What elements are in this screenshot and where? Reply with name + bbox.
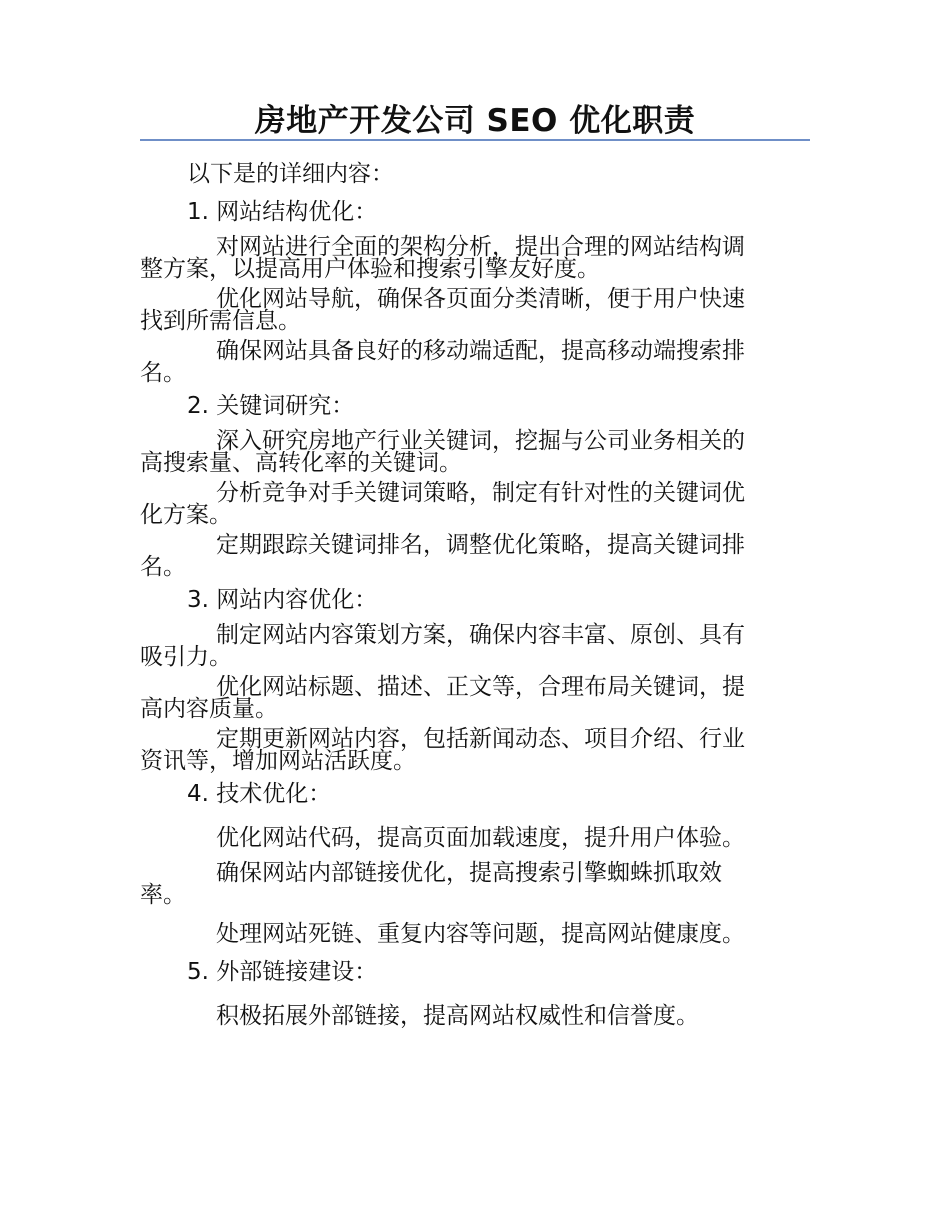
item-line: 率。 <box>140 882 186 908</box>
item-line: 分析竞争对手关键词策略，制定有针对性的关键词优 <box>216 480 745 506</box>
item-line: 对网站进行全面的架构分析，提出合理的网站结构调 <box>216 234 745 260</box>
item-line: 定期跟踪关键词排名，调整优化策略，提高关键词排 <box>216 532 745 558</box>
item-line: 定期更新网站内容，包括新闻动态、项目介绍、行业 <box>216 726 745 752</box>
item-line: 优化网站导航，确保各页面分类清晰，便于用户快速 <box>216 286 745 312</box>
list-item <box>140 339 800 385</box>
item-line: 高内容质量。 <box>140 696 278 722</box>
section-heading: 4. 技术优化： <box>187 781 332 807</box>
section-heading: 2. 关键词研究： <box>187 393 355 419</box>
section-heading: 5. 外部链接建设： <box>187 959 378 985</box>
list-item <box>140 481 800 527</box>
intro-text: 以下是的详细内容： <box>187 161 394 187</box>
item-line: 整方案，以提高用户体验和搜索引擎友好度。 <box>140 256 600 282</box>
list-item <box>140 675 800 721</box>
list-item: 积极拓展外部链接，提高网站权威性和信誉度。 <box>216 1003 699 1029</box>
list-item <box>140 429 800 475</box>
section-heading: 3. 网站内容优化： <box>187 587 378 613</box>
item-line: 名。 <box>140 360 186 386</box>
list-item <box>140 533 800 579</box>
item-line: 名。 <box>140 554 186 580</box>
item-line: 资讯等，增加网站活跃度。 <box>140 748 416 774</box>
title-underline <box>140 139 810 141</box>
item-line: 化方案。 <box>140 502 232 528</box>
list-item <box>140 861 800 907</box>
list-item <box>140 623 800 669</box>
document-body <box>140 157 800 1033</box>
item-line: 吸引力。 <box>140 644 232 670</box>
list-item <box>140 727 800 773</box>
item-line: 找到所需信息。 <box>140 308 301 334</box>
section-heading: 1. 网站结构优化： <box>187 199 378 225</box>
list-item: 优化网站代码，提高页面加载速度，提升用户体验。 <box>216 825 745 851</box>
item-line: 优化网站标题、描述、正文等，合理布局关键词，提 <box>216 674 745 700</box>
list-item: 处理网站死链、重复内容等问题，提高网站健康度。 <box>216 921 745 947</box>
page-title: 房地产开发公司 SEO 优化职责 <box>254 103 696 139</box>
item-line: 确保网站具备良好的移动端适配，提高移动端搜索排 <box>216 338 745 364</box>
list-item <box>140 235 800 281</box>
item-line: 制定网站内容策划方案，确保内容丰富、原创、具有 <box>216 622 745 648</box>
item-line: 确保网站内部链接优化，提高搜索引擎蜘蛛抓取效 <box>216 860 722 886</box>
item-line: 深入研究房地产行业关键词，挖掘与公司业务相关的 <box>216 428 745 454</box>
list-item <box>140 287 800 333</box>
item-line: 高搜索量、高转化率的关键词。 <box>140 450 462 476</box>
